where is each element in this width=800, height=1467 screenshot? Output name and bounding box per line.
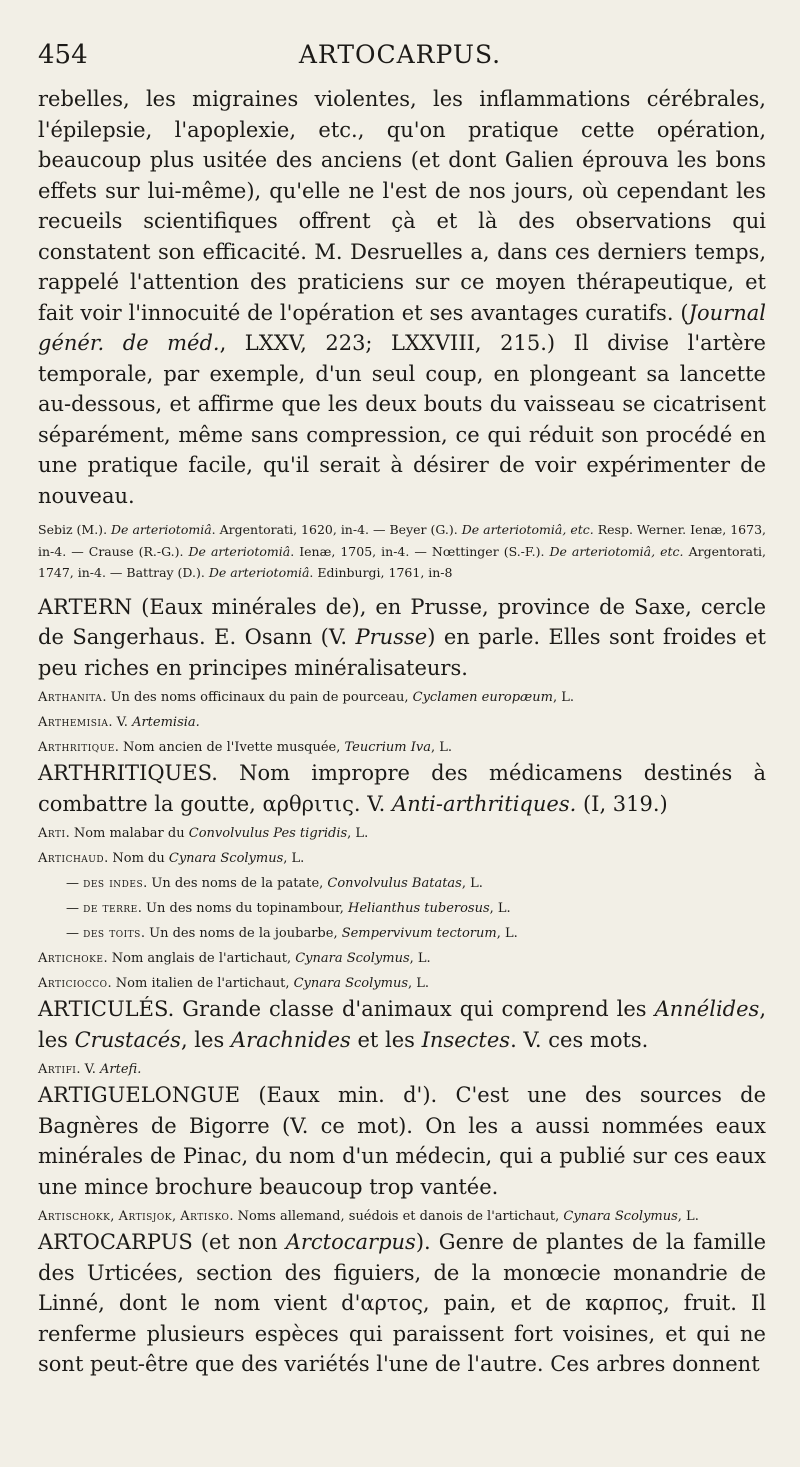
minor-entry [38, 873, 766, 894]
text-run: , L. [489, 901, 511, 916]
italic-text: Convolvulus Pes tigridis [188, 826, 348, 841]
page-header [38, 36, 762, 76]
italic-text: Teucrium Iva [344, 740, 431, 755]
text-run: . Ienæ, 1705, in-4. — Nœttinger (S.-F.). [290, 543, 550, 559]
italic-text: De arteriotomiâ [111, 522, 212, 537]
text-run: et les [350, 1027, 422, 1052]
text-run: Argentorati, 1747, in-4. — Battray (D.). [38, 543, 767, 580]
italic-text: Cynara Scolymus [295, 951, 410, 966]
headword: Artisko [180, 1209, 230, 1224]
text-run: , L. [461, 876, 483, 891]
bibliography-note [38, 519, 766, 584]
text-run: , les [38, 997, 766, 1052]
text-run: ) en parle. Elles sont froides et peu riches en principes minéralisateurs. [38, 625, 766, 680]
text-run: , L. [552, 690, 575, 705]
text-run: — [66, 901, 84, 916]
italic-text: De arteriotomiâ, etc. [549, 543, 684, 559]
headword: Arthanita [38, 690, 103, 705]
italic-text: Helianthus tuberosus [348, 901, 490, 916]
headword: Artichaud [38, 851, 105, 866]
text-run: , les [180, 1027, 231, 1052]
text-run: . Un des noms du topinambour, [137, 901, 349, 916]
text-run: , L. [409, 951, 431, 966]
headword: Artichoke [38, 951, 104, 966]
headword: Arthemisia [38, 715, 109, 730]
headword: Arthritique [38, 740, 115, 755]
headword: Artischokk [38, 1209, 111, 1224]
italic-text: Convolvulus Batatas [327, 876, 462, 891]
text-run: . Un des noms de la joubarbe, [140, 926, 342, 941]
italic-text: Anti-arthritiques. [392, 791, 577, 816]
text-run: . Un des noms de la patate, [143, 876, 328, 891]
text-run: , L. [496, 926, 518, 941]
headword: des toits [83, 926, 141, 941]
italic-text: Arctocarpus [285, 1230, 416, 1254]
text-run: ARTIGUELONGUE (Eaux min. d'). C'est une des sources de Bagnères de Bigorre (V. ce mot). On les a aussi nommées eaux minérales de Pinac, du nom d'un médecin, qui a publié sur ces eaux une mince brochure beaucoup trop vantée. [38, 1083, 766, 1199]
italic-text: Sempervivum tectorum [341, 926, 497, 941]
text-run: , [172, 1209, 181, 1224]
text-run: ARTHRITIQUES. Nom impropre des médicamens destinés à combattre la goutte, αρθριτις. V. [38, 761, 766, 816]
italic-text: Cynara Scolymus [563, 1209, 678, 1224]
text-run: ARTOCARPUS (et non [38, 1230, 286, 1254]
italic-text: De arteriotomiâ, etc. [461, 522, 594, 537]
running-title: ARTOCARPUS. [298, 40, 502, 69]
entry-paragraph [38, 84, 766, 511]
minor-entry [38, 1059, 766, 1080]
entry-paragraph [38, 592, 766, 684]
italic-text: Journal génér. de méd. [38, 300, 766, 355]
text-run: , L. [347, 826, 369, 841]
headword: Artisjok [118, 1209, 173, 1224]
text-run: — [66, 926, 84, 941]
text-run: . V. [108, 715, 133, 730]
italic-text: Arachnides [230, 1027, 351, 1052]
minor-entry [38, 923, 766, 944]
text-run: . Nom malabar du [65, 826, 189, 841]
text-run: rebelles, les migraines violentes, les inflammations cérébrales, l'épilepsie, l'apoplexie, etc., qu'on pratique cette opération, beaucoup plus usitée des anciens (et dont Galien éprouva les bons effets sur lui-même), qu'elle ne l'est de nos jours, où cependant les recueils scientifiques offrent çà et là des observations qui constatent son efficacité. M. Desruelles a, dans ces derniers temps, rappelé l'attention des praticiens sur ce moyen thérapeutique, et fait voir l'innocuité de l'opération et ses avantages curatifs. ( [38, 87, 766, 325]
text-run: . Un des noms officinaux du pain de pourceau, [102, 690, 413, 705]
minor-entry [38, 898, 766, 919]
text-run: , L. [408, 976, 430, 991]
text-run: ). Genre de plantes de la famille des Urticées, section des figuiers, de la monœcie monandrie de Linné, dont le nom vient d'αρτος, pain, et de καρπος, fruit. Il renferme plusieurs espèces qui paraissent fort voisines, et qui ne sont peut-être que des variétés l'une de l'autre. Ces arbres donnent [38, 1230, 766, 1376]
text-run: . V. ces mots. [510, 1027, 649, 1052]
entry-paragraph [38, 1227, 766, 1380]
entry-paragraph [38, 758, 766, 819]
italic-text: Cynara Scolymus [293, 976, 409, 991]
minor-entry [38, 712, 766, 733]
text-run: Sebiz (M.). [38, 522, 112, 537]
italic-text: De arteriotomiâ [188, 543, 291, 559]
text-run: , L. [430, 740, 452, 755]
text-run: . Edinburgi, 1761, in-8 [309, 565, 453, 580]
text-run: . Argentorati, 1620, in-4. — Beyer (G.). [211, 522, 462, 537]
text-run: . Noms allemand, suédois et danois de l'artichaut, [229, 1209, 564, 1224]
text-run: , L. [677, 1209, 699, 1224]
text-run: . Nom italien de l'artichaut, [107, 976, 294, 991]
headword: Artifi [38, 1062, 77, 1077]
italic-text: Prusse [355, 625, 428, 649]
page-number: 454 [38, 40, 88, 70]
italic-text: Annélides [654, 997, 760, 1021]
text-run: . V. [76, 1062, 101, 1077]
minor-entry [38, 948, 766, 969]
text-run: . Nom ancien de l'Ivette musquée, [114, 740, 345, 755]
italic-text: Artefi. [100, 1062, 142, 1077]
entry-paragraph [38, 1080, 766, 1202]
headword: des indes [83, 876, 144, 891]
text-run: , LXXV, 223; LXXVIII, 215.) Il divise l'artère temporale, par exemple, d'un seul coup, en plongeant sa lancette au-dessous, et affirme que les deux bouts du vaisseau se cicatrisent séparément, même sans compression, ce qui réduit son procédé en une pratique facile, qu'il serait à désirer de voir expérimenter de nouveau. [38, 331, 766, 508]
minor-entry [38, 1206, 766, 1227]
minor-entry [38, 848, 766, 869]
text-run: , [110, 1209, 119, 1224]
italic-text: Crustacés [74, 1027, 181, 1052]
text-run: — [66, 876, 84, 891]
text-run: Resp. Werner. Ienæ, 1673, in-4. — Crause (R.-G.). [38, 522, 767, 559]
minor-entry [38, 687, 766, 708]
headword: Articiocco [38, 976, 108, 991]
italic-text: De arteriotomiâ [208, 565, 310, 580]
italic-text: Cyclamen europæum [412, 690, 553, 705]
italic-text: Artemisia. [132, 715, 200, 730]
text-run: . Nom du [104, 851, 169, 866]
minor-entry [38, 973, 766, 994]
headword: de terre [83, 901, 138, 916]
minor-entry [38, 737, 766, 758]
text-run: . Nom anglais de l'artichaut, [103, 951, 296, 966]
text-run: , L. [283, 851, 305, 866]
headword: Arti [38, 826, 66, 841]
text-run: ARTERN (Eaux minérales de), en Prusse, province de Saxe, cercle de Sangerhaus. E. Osann (V. [38, 594, 766, 649]
text-run: (I, 319.) [576, 791, 668, 816]
text-run: ARTICULÉS. Grande classe d'animaux qui comprend les [38, 997, 655, 1021]
entry-paragraph [38, 994, 766, 1055]
italic-text: Cynara Scolymus [168, 851, 284, 866]
page-body [38, 84, 766, 1380]
minor-entry [38, 823, 766, 844]
italic-text: Insectes [421, 1027, 511, 1052]
